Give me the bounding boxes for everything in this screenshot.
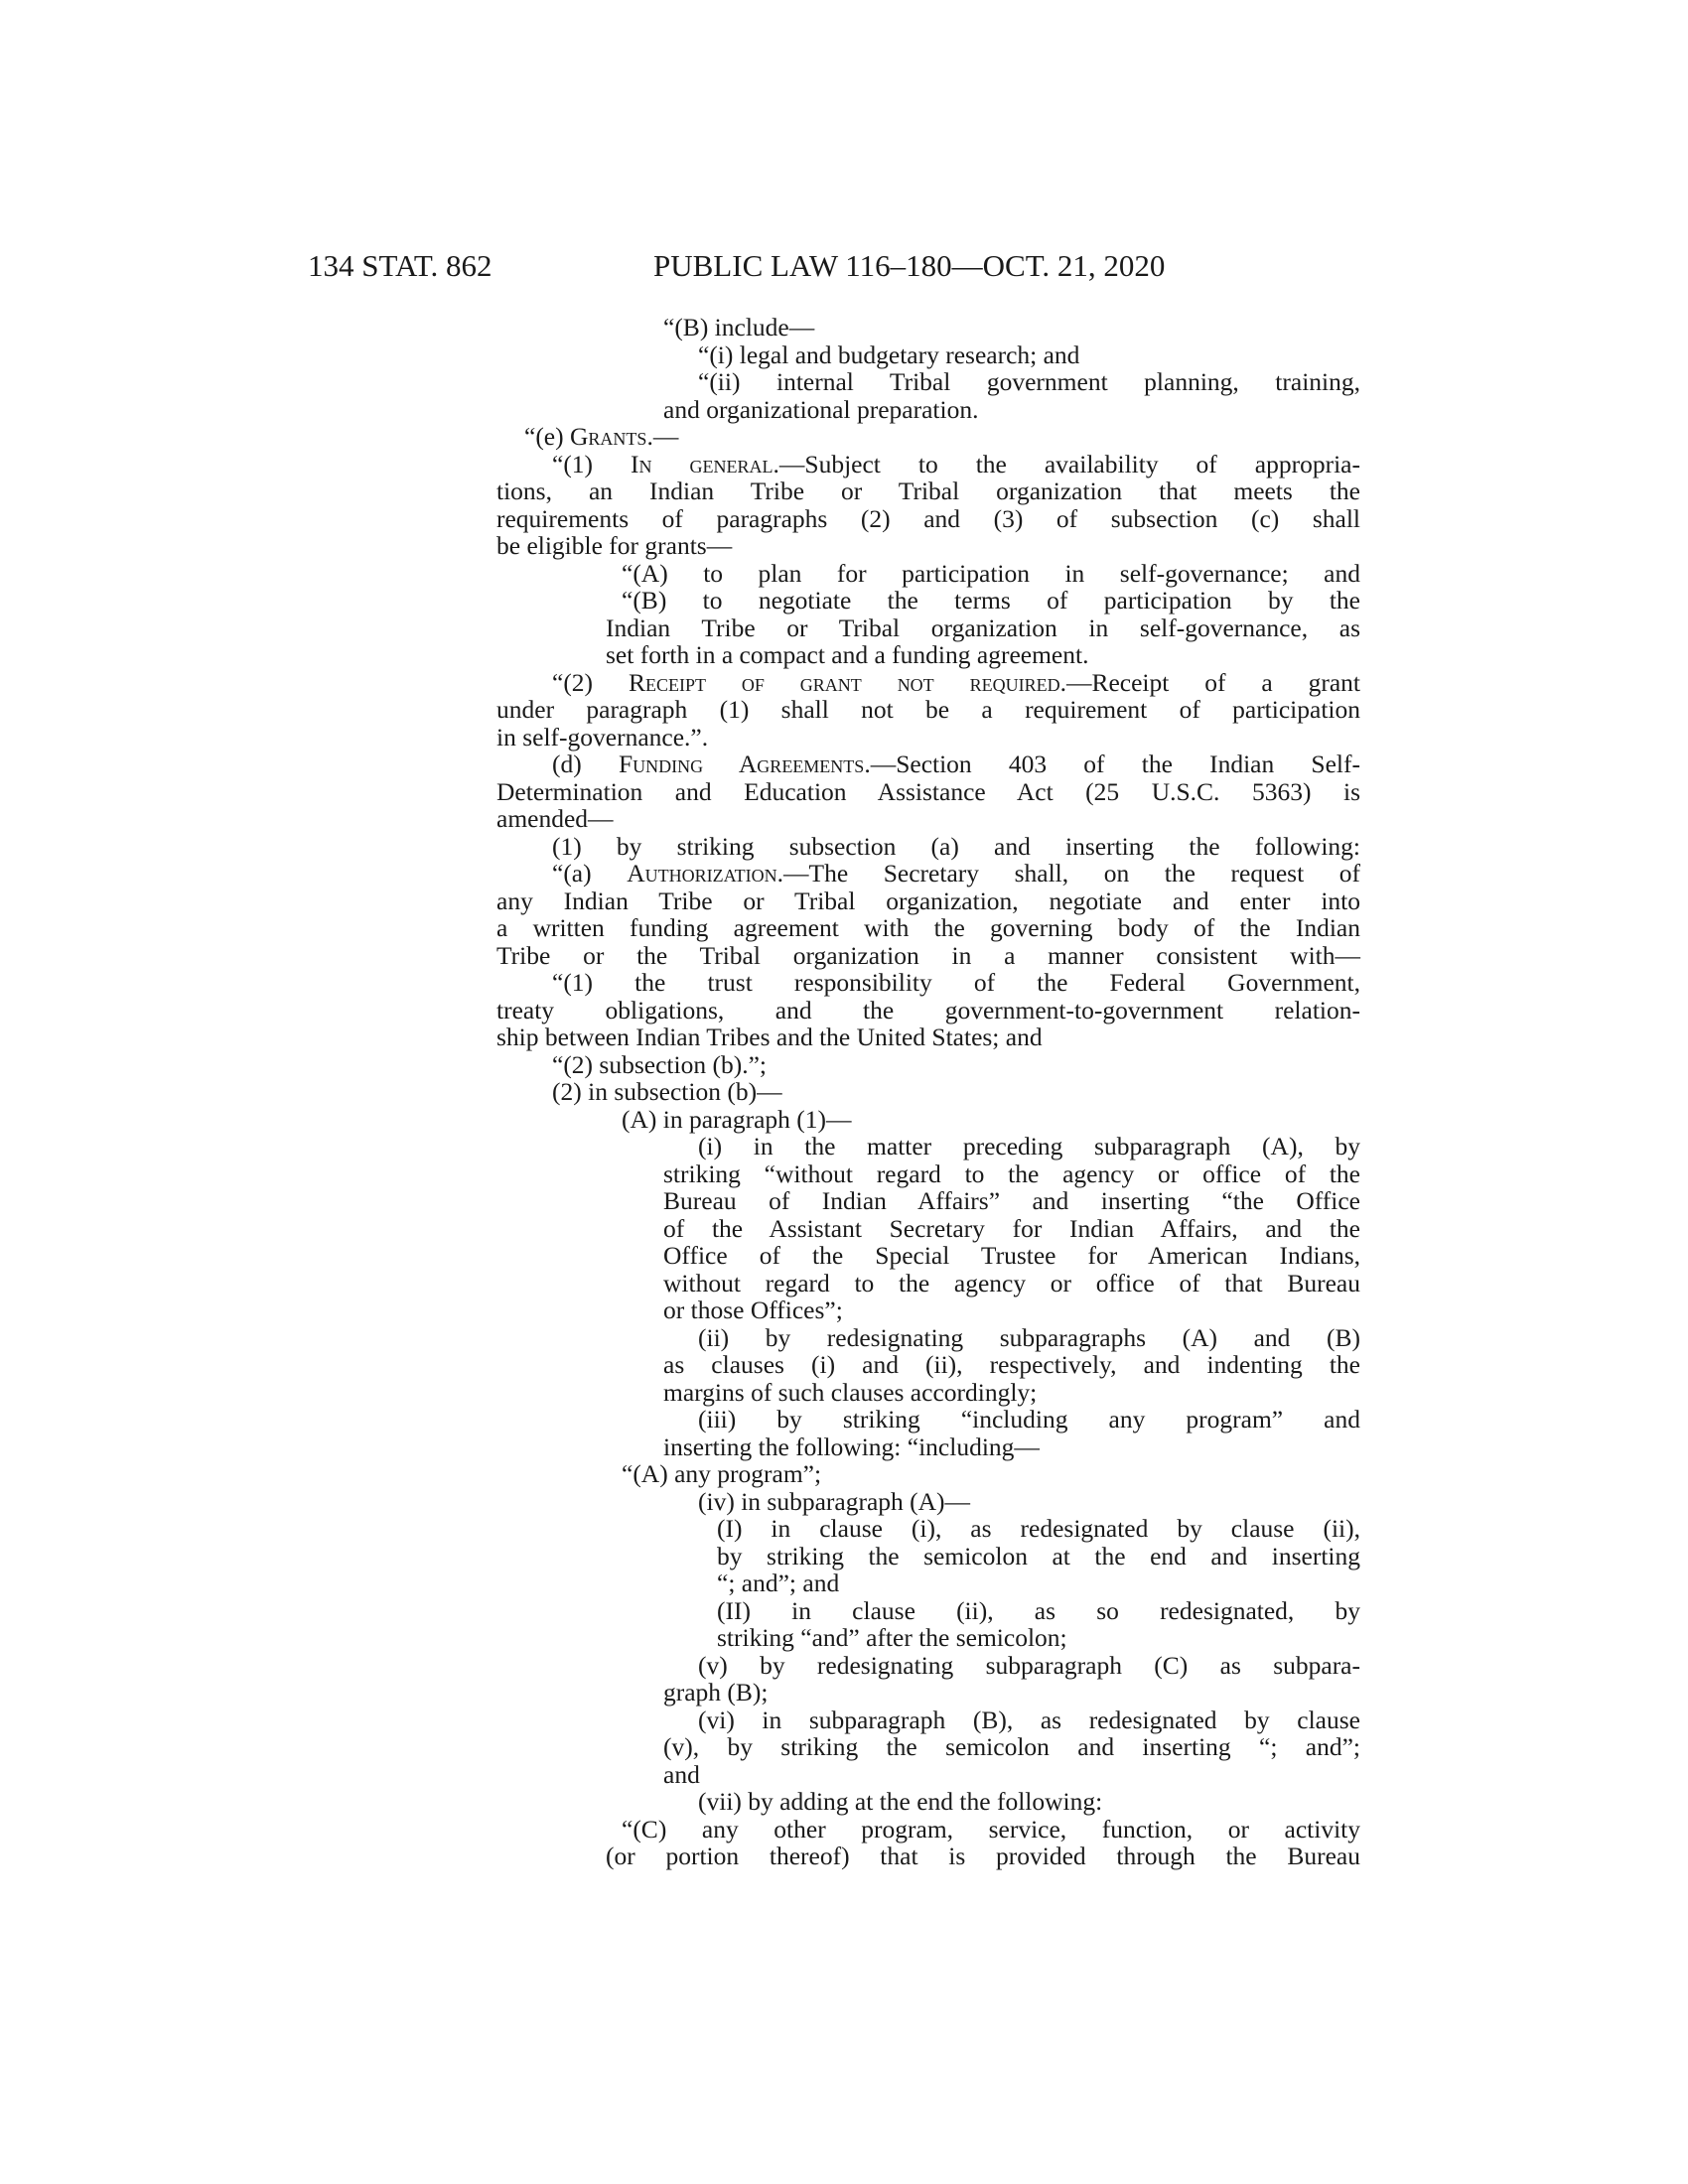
text-line: striking “and” after the semicolon; (717, 1623, 1067, 1652)
text-line: under paragraph (1) shall not be a requirement of participation (496, 695, 1360, 724)
text-line: “(C) any other program, service, function, or activity (622, 1814, 1360, 1843)
text-line: requirements of paragraphs (2) and (3) of subsection (c) shall (496, 503, 1360, 533)
text-line: “(2) Receipt of grant not required.—Receipt of a grant (552, 667, 1360, 697)
text-line: of the Assistant Secretary for Indian Affairs, and the (663, 1213, 1360, 1243)
text-line: (1) by striking subsection (a) and inserting the following: (552, 831, 1360, 861)
text-line: “(B) include— (663, 313, 815, 341)
text-line: Office of the Special Trustee for American Indians, (663, 1241, 1360, 1270)
text-line: (iii) by striking “including any program” and (698, 1405, 1360, 1433)
text-line: (ii) by redesignating subparagraphs (A) and (B) (698, 1322, 1360, 1352)
text-line: and organizational preparation. (663, 394, 979, 424)
text-line: “(e) Grants.— (524, 422, 679, 451)
text-line: (vi) in subparagraph (B), as redesignated by clause (698, 1705, 1360, 1734)
text-line: (or portion thereof) that is provided through the Bureau (606, 1842, 1360, 1870)
text-line: (II) in clause (ii), as so redesignated, by (717, 1595, 1360, 1625)
text-line: (d) Funding Agreements.—Section 403 of the Indian Self- (552, 750, 1360, 778)
text-line: graph (B); (663, 1678, 769, 1706)
text-line: tions, an Indian Tribe or Tribal organization that meets the (496, 477, 1360, 505)
text-line: (v), by striking the semicolon and inserting “; and”; (663, 1732, 1360, 1761)
text-line: margins of such clauses accordingly; (663, 1377, 1038, 1407)
page-header (308, 246, 1211, 286)
text-line: amended— (496, 804, 614, 833)
text-line: “(A) to plan for participation in self-governance; and (622, 558, 1360, 588)
text-line: set forth in a compact and a funding agreement. (606, 640, 1089, 669)
text-line: “(a) Authorization.—The Secretary shall, on the request of (552, 859, 1361, 887)
text-line: or those Offices”; (663, 1296, 843, 1324)
text-line: and (663, 1759, 700, 1789)
text-line: striking “without regard to the agency or office of the (663, 1159, 1360, 1188)
text-line: Tribe or the Tribal organization in a manner consistent with— (496, 940, 1360, 970)
text-line: “(ii) internal Tribal government planning, training, (698, 367, 1360, 396)
text-line: “(1) In general.—Subject to the availability of appropria- (552, 449, 1360, 478)
text-line: without regard to the agency or office of that Bureau (663, 1268, 1360, 1297)
text-line: any Indian Tribe or Tribal organization, negotiate and enter into (496, 886, 1360, 915)
text-line: (A) in paragraph (1)— (622, 1104, 852, 1134)
text-line: Bureau of Indian Affairs” and inserting “the Office (663, 1186, 1360, 1215)
text-line: “(B) to negotiate the terms of participation by the (622, 586, 1360, 614)
text-line: (i) in the matter preceding subparagraph (A), by (698, 1132, 1360, 1160)
text-line: inserting the following: “including— (663, 1432, 1040, 1461)
text-line: (iv) in subparagraph (A)— (698, 1486, 971, 1516)
text-line: ship between Indian Tribes and the United States; and (496, 1023, 1043, 1051)
text-line: by striking the semicolon at the end and inserting (717, 1541, 1360, 1570)
text-line: “(2) subsection (b).”; (552, 1049, 767, 1079)
text-line: treaty obligations, and the government-to-government relation- (496, 995, 1360, 1024)
text-line: “; and”; and (717, 1569, 840, 1597)
text-line: (I) in clause (i), as redesignated by clause (ii), (717, 1514, 1360, 1543)
text-line: “(i) legal and budgetary research; and (698, 340, 1080, 369)
text-line: (v) by redesignating subparagraph (C) as subpara- (698, 1650, 1360, 1680)
text-line: as clauses (i) and (ii), respectively, and indenting the (663, 1350, 1360, 1379)
text-line: (2) in subsection (b)— (552, 1077, 782, 1106)
text-line: “(A) any program”; (622, 1459, 822, 1488)
text-line: “(1) the trust responsibility of the Federal Government, (552, 968, 1360, 997)
text-line: in self-governance.”. (496, 722, 709, 751)
text-line: Indian Tribe or Tribal organization in self-governance, as (606, 613, 1360, 642)
statute-page-number: 134 STAT. 862 (308, 248, 492, 283)
text-line: Determination and Education Assistance Act (25 U.S.C. 5363) is (496, 776, 1360, 806)
text-line: be eligible for grants— (496, 531, 733, 560)
running-head: PUBLIC LAW 116–180—OCT. 21, 2020 (653, 248, 1166, 283)
text-line: (vii) by adding at the end the following: (698, 1787, 1103, 1816)
text-line: a written funding agreement with the governing body of the Indian (496, 913, 1360, 942)
